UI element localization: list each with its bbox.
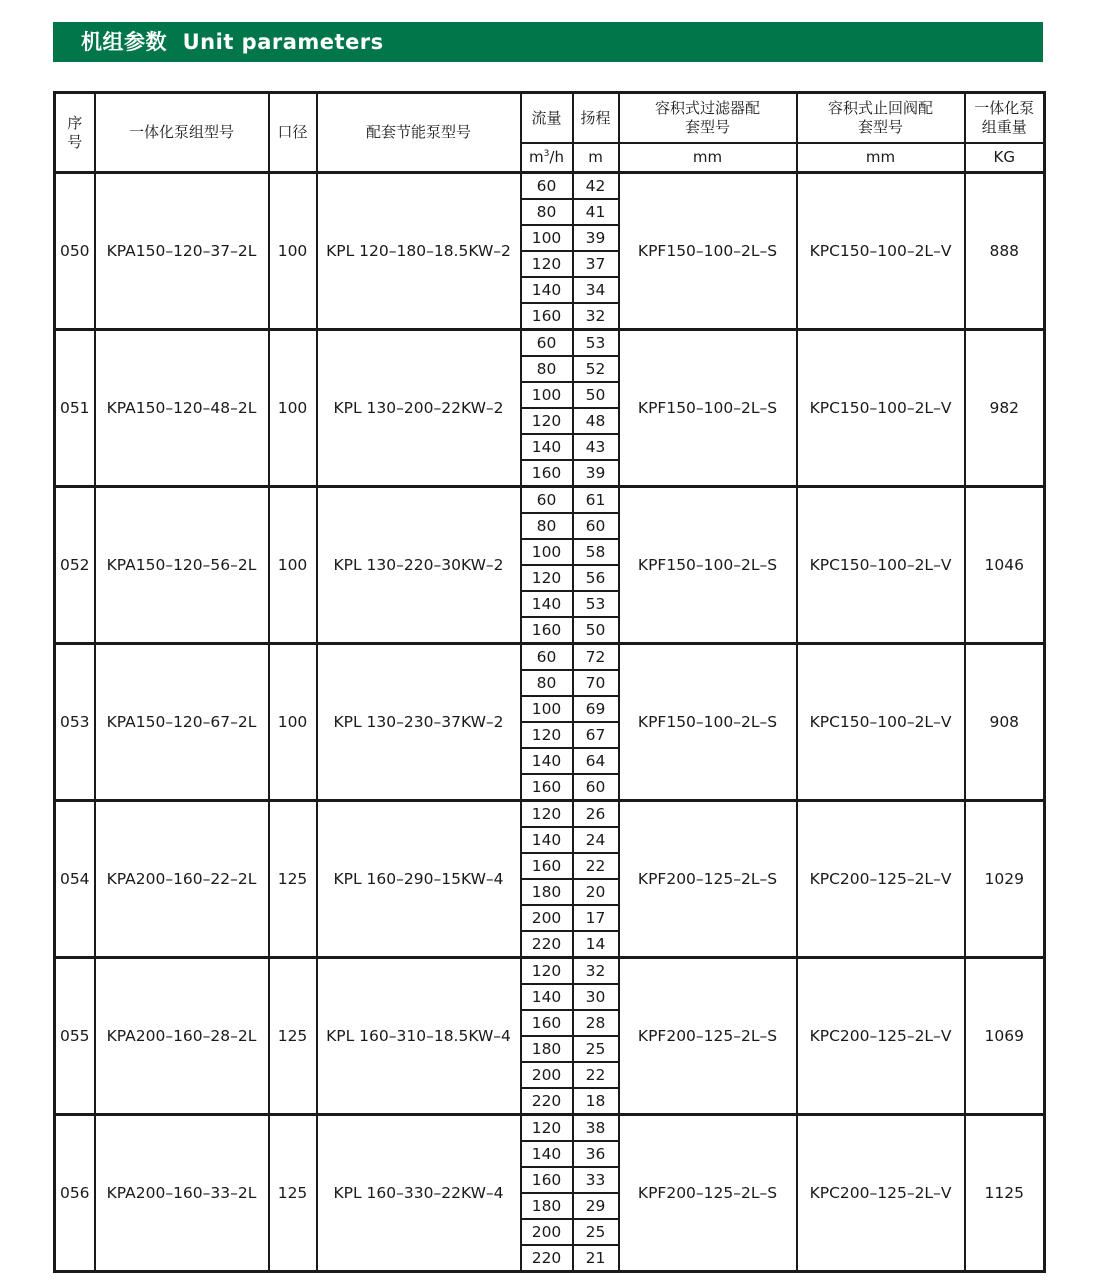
section-title-banner bbox=[53, 22, 1043, 62]
head-cell: 21 bbox=[573, 1245, 619, 1272]
flow-cell: 140 bbox=[521, 748, 573, 774]
flow-cell: 120 bbox=[521, 1115, 573, 1142]
check-valve-cell: KPC200–125–2L–V bbox=[797, 1115, 965, 1272]
head-cell: 50 bbox=[573, 382, 619, 408]
head-cell: 29 bbox=[573, 1193, 619, 1219]
check-valve-cell: KPC150–100–2L–V bbox=[797, 330, 965, 487]
head-cell: 60 bbox=[573, 513, 619, 539]
flow-cell: 80 bbox=[521, 513, 573, 539]
head-cell: 58 bbox=[573, 539, 619, 565]
header-head bbox=[573, 93, 619, 144]
flow-cell: 220 bbox=[521, 931, 573, 958]
head-cell: 22 bbox=[573, 1062, 619, 1088]
head-cell: 53 bbox=[573, 330, 619, 357]
head-cell: 43 bbox=[573, 434, 619, 460]
head-cell: 69 bbox=[573, 696, 619, 722]
unit-check-valve-label: mm bbox=[865, 148, 896, 166]
flow-cell: 160 bbox=[521, 1167, 573, 1193]
table-row-group bbox=[55, 958, 1045, 1115]
seq-cell: 050 bbox=[55, 173, 95, 330]
head-cell: 39 bbox=[573, 225, 619, 251]
seq-cell: 052 bbox=[55, 487, 95, 644]
head-cell: 14 bbox=[573, 931, 619, 958]
flow-cell: 220 bbox=[521, 1245, 573, 1272]
flow-cell: 60 bbox=[521, 330, 573, 357]
head-cell: 26 bbox=[573, 801, 619, 828]
weight-cell: 888 bbox=[965, 173, 1045, 330]
head-cell: 17 bbox=[573, 905, 619, 931]
head-cell: 32 bbox=[573, 303, 619, 330]
head-cell: 72 bbox=[573, 644, 619, 671]
header-filter bbox=[619, 93, 797, 144]
flow-cell: 60 bbox=[521, 644, 573, 671]
table-row bbox=[55, 644, 1045, 671]
unit-model-cell: KPA200–160–22–2L bbox=[95, 801, 269, 958]
header-seq-label: 序号 bbox=[67, 113, 83, 151]
head-cell: 56 bbox=[573, 565, 619, 591]
filter-cell: KPF200–125–2L–S bbox=[619, 958, 797, 1115]
seq-cell: 056 bbox=[55, 1115, 95, 1272]
flow-cell: 60 bbox=[521, 487, 573, 514]
flow-cell: 200 bbox=[521, 1219, 573, 1245]
weight-cell: 1029 bbox=[965, 801, 1045, 958]
weight-cell: 908 bbox=[965, 644, 1045, 801]
check-valve-cell: KPC150–100–2L–V bbox=[797, 487, 965, 644]
flow-cell: 100 bbox=[521, 225, 573, 251]
bore-cell: 100 bbox=[269, 330, 317, 487]
pump-model-cell: KPL 160–330–22KW–4 bbox=[317, 1115, 521, 1272]
head-cell: 39 bbox=[573, 460, 619, 487]
header-seq bbox=[55, 93, 95, 173]
unit-model-cell: KPA150–120–48–2L bbox=[95, 330, 269, 487]
head-cell: 36 bbox=[573, 1141, 619, 1167]
unit-weight-label: KG bbox=[993, 148, 1015, 166]
head-cell: 25 bbox=[573, 1219, 619, 1245]
table-row-group bbox=[55, 1115, 1045, 1272]
head-cell: 42 bbox=[573, 173, 619, 200]
bore-cell: 125 bbox=[269, 801, 317, 958]
flow-cell: 160 bbox=[521, 617, 573, 644]
header-pump-model bbox=[317, 93, 521, 173]
filter-cell: KPF150–100–2L–S bbox=[619, 644, 797, 801]
unit-filter-label: mm bbox=[692, 148, 723, 166]
head-cell: 64 bbox=[573, 748, 619, 774]
pump-model-cell: KPL 120–180–18.5KW–2 bbox=[317, 173, 521, 330]
bore-cell: 100 bbox=[269, 487, 317, 644]
flow-cell: 160 bbox=[521, 853, 573, 879]
unit-flow-sup: 3 bbox=[543, 149, 550, 159]
flow-cell: 180 bbox=[521, 1193, 573, 1219]
flow-cell: 120 bbox=[521, 408, 573, 434]
flow-cell: 140 bbox=[521, 984, 573, 1010]
pump-model-cell: KPL 160–310–18.5KW–4 bbox=[317, 958, 521, 1115]
flow-cell: 80 bbox=[521, 199, 573, 225]
flow-cell: 120 bbox=[521, 565, 573, 591]
unit-flow-base: m bbox=[529, 148, 544, 166]
header-check-valve bbox=[797, 93, 965, 144]
flow-cell: 100 bbox=[521, 696, 573, 722]
head-cell: 25 bbox=[573, 1036, 619, 1062]
unit-weight bbox=[965, 143, 1045, 173]
header-unit-model-label: 一体化泵组型号 bbox=[128, 123, 234, 141]
header-pump-model-label: 配套节能泵型号 bbox=[365, 123, 471, 141]
head-cell: 18 bbox=[573, 1088, 619, 1115]
unit-flow bbox=[521, 143, 573, 173]
table-row bbox=[55, 801, 1045, 828]
table-row bbox=[55, 1115, 1045, 1142]
head-cell: 37 bbox=[573, 251, 619, 277]
head-cell: 48 bbox=[573, 408, 619, 434]
unit-filter bbox=[619, 143, 797, 173]
header-head-label: 扬程 bbox=[580, 108, 611, 127]
seq-cell: 051 bbox=[55, 330, 95, 487]
weight-cell: 1069 bbox=[965, 958, 1045, 1115]
unit-model-cell: KPA150–120–56–2L bbox=[95, 487, 269, 644]
flow-cell: 80 bbox=[521, 356, 573, 382]
header-flow-label: 流量 bbox=[531, 108, 562, 127]
header-unit-model bbox=[95, 93, 269, 173]
head-cell: 38 bbox=[573, 1115, 619, 1142]
bore-cell: 125 bbox=[269, 1115, 317, 1272]
flow-cell: 100 bbox=[521, 382, 573, 408]
flow-cell: 160 bbox=[521, 303, 573, 330]
unit-model-cell: KPA200–160–28–2L bbox=[95, 958, 269, 1115]
head-cell: 61 bbox=[573, 487, 619, 514]
filter-cell: KPF150–100–2L–S bbox=[619, 173, 797, 330]
header-weight-label: 一体化泵组重量 bbox=[974, 99, 1035, 136]
bore-cell: 100 bbox=[269, 644, 317, 801]
head-cell: 70 bbox=[573, 670, 619, 696]
unit-flow-tail: /h bbox=[549, 148, 564, 166]
table-row bbox=[55, 173, 1045, 200]
flow-cell: 80 bbox=[521, 670, 573, 696]
flow-cell: 140 bbox=[521, 434, 573, 460]
head-cell: 32 bbox=[573, 958, 619, 985]
bore-cell: 125 bbox=[269, 958, 317, 1115]
table-row-group bbox=[55, 173, 1045, 330]
table-row bbox=[55, 330, 1045, 357]
section-title: 机组参数 Unit parameters bbox=[81, 30, 384, 54]
unit-model-cell: KPA200–160–33–2L bbox=[95, 1115, 269, 1272]
flow-cell: 100 bbox=[521, 539, 573, 565]
table-row-group bbox=[55, 487, 1045, 644]
table-row bbox=[55, 958, 1045, 985]
flow-cell: 200 bbox=[521, 1062, 573, 1088]
filter-cell: KPF200–125–2L–S bbox=[619, 801, 797, 958]
filter-cell: KPF150–100–2L–S bbox=[619, 330, 797, 487]
header-weight bbox=[965, 93, 1045, 144]
unit-head-label: m bbox=[588, 148, 603, 166]
header-flow bbox=[521, 93, 573, 144]
pump-model-cell: KPL 130–200–22KW–2 bbox=[317, 330, 521, 487]
flow-cell: 160 bbox=[521, 774, 573, 801]
flow-cell: 60 bbox=[521, 173, 573, 200]
seq-cell: 054 bbox=[55, 801, 95, 958]
seq-cell: 055 bbox=[55, 958, 95, 1115]
pump-model-cell: KPL 130–230–37KW–2 bbox=[317, 644, 521, 801]
filter-cell: KPF150–100–2L–S bbox=[619, 487, 797, 644]
pump-model-cell: KPL 160–290–15KW–4 bbox=[317, 801, 521, 958]
pump-model-cell: KPL 130–220–30KW–2 bbox=[317, 487, 521, 644]
weight-cell: 982 bbox=[965, 330, 1045, 487]
bore-cell: 100 bbox=[269, 173, 317, 330]
head-cell: 50 bbox=[573, 617, 619, 644]
head-cell: 52 bbox=[573, 356, 619, 382]
head-cell: 28 bbox=[573, 1010, 619, 1036]
flow-cell: 220 bbox=[521, 1088, 573, 1115]
head-cell: 60 bbox=[573, 774, 619, 801]
check-valve-cell: KPC150–100–2L–V bbox=[797, 644, 965, 801]
flow-cell: 140 bbox=[521, 591, 573, 617]
flow-cell: 160 bbox=[521, 1010, 573, 1036]
table-row-group bbox=[55, 330, 1045, 487]
unit-model-cell: KPA150–120–37–2L bbox=[95, 173, 269, 330]
head-cell: 30 bbox=[573, 984, 619, 1010]
check-valve-cell: KPC200–125–2L–V bbox=[797, 801, 965, 958]
weight-cell: 1125 bbox=[965, 1115, 1045, 1272]
header-bore bbox=[269, 93, 317, 173]
flow-cell: 200 bbox=[521, 905, 573, 931]
head-cell: 67 bbox=[573, 722, 619, 748]
head-cell: 33 bbox=[573, 1167, 619, 1193]
unit-check-valve bbox=[797, 143, 965, 173]
table-row bbox=[55, 487, 1045, 514]
head-cell: 20 bbox=[573, 879, 619, 905]
table-row-group bbox=[55, 644, 1045, 801]
unit-model-cell: KPA150–120–67–2L bbox=[95, 644, 269, 801]
seq-cell: 053 bbox=[55, 644, 95, 801]
flow-cell: 160 bbox=[521, 460, 573, 487]
unit-head bbox=[573, 143, 619, 173]
filter-cell: KPF200–125–2L–S bbox=[619, 1115, 797, 1272]
head-cell: 22 bbox=[573, 853, 619, 879]
flow-cell: 120 bbox=[521, 958, 573, 985]
flow-cell: 140 bbox=[521, 827, 573, 853]
unit-parameters-table bbox=[53, 91, 1046, 1273]
header-bore-label: 口径 bbox=[277, 123, 308, 141]
header-filter-label: 容积式过滤器配套型号 bbox=[654, 99, 760, 136]
flow-cell: 140 bbox=[521, 1141, 573, 1167]
head-cell: 34 bbox=[573, 277, 619, 303]
check-valve-cell: KPC200–125–2L–V bbox=[797, 958, 965, 1115]
head-cell: 41 bbox=[573, 199, 619, 225]
head-cell: 24 bbox=[573, 827, 619, 853]
flow-cell: 120 bbox=[521, 801, 573, 828]
weight-cell: 1046 bbox=[965, 487, 1045, 644]
check-valve-cell: KPC150–100–2L–V bbox=[797, 173, 965, 330]
flow-cell: 120 bbox=[521, 251, 573, 277]
head-cell: 53 bbox=[573, 591, 619, 617]
flow-cell: 140 bbox=[521, 277, 573, 303]
flow-cell: 180 bbox=[521, 1036, 573, 1062]
header-check-valve-label: 容积式止回阀配套型号 bbox=[827, 99, 933, 136]
flow-cell: 120 bbox=[521, 722, 573, 748]
table-row-group bbox=[55, 801, 1045, 958]
flow-cell: 180 bbox=[521, 879, 573, 905]
